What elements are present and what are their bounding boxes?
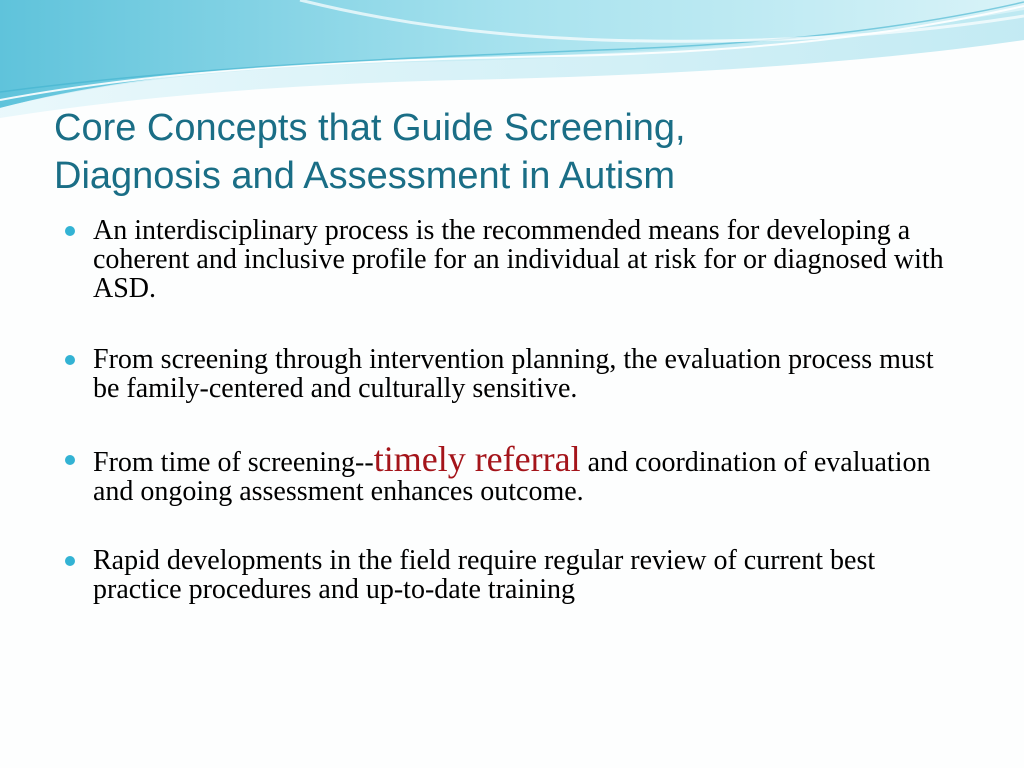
bullet-text: Rapid developments in the field require regular review of current best practice procedures and up-to-date training	[93, 545, 876, 605]
bullet-item	[62, 439, 962, 507]
bullet-text-before: From time of screening--	[93, 447, 374, 478]
highlighted-phrase: timely referral	[373, 439, 581, 479]
bullet-item	[62, 216, 962, 303]
decorative-wave-header	[0, 0, 1024, 120]
bullet-marker-icon	[65, 455, 75, 465]
bullet-item	[62, 546, 962, 604]
bullet-list	[62, 216, 962, 646]
bullet-text: An interdisciplinary process is the recommended means for developing a coherent and inclusive profile for an individual at risk for or diagnosed with ASD.	[93, 215, 944, 304]
bullet-marker-icon	[65, 556, 75, 566]
bullet-item	[62, 345, 962, 403]
slide-title	[54, 104, 974, 200]
bullet-text-after: and coordination of evaluation and ongoing assessment enhances outcome.	[93, 447, 931, 507]
bullet-marker-icon	[65, 226, 75, 236]
bullet-marker-icon	[65, 355, 75, 365]
slide-title-line-2: Diagnosis and Assessment in Autism	[54, 155, 675, 197]
bullet-text: From screening through intervention planning, the evaluation process must be family-centered and culturally sensitive.	[93, 344, 934, 404]
slide-title-line-1: Core Concepts that Guide Screening,	[54, 107, 686, 149]
